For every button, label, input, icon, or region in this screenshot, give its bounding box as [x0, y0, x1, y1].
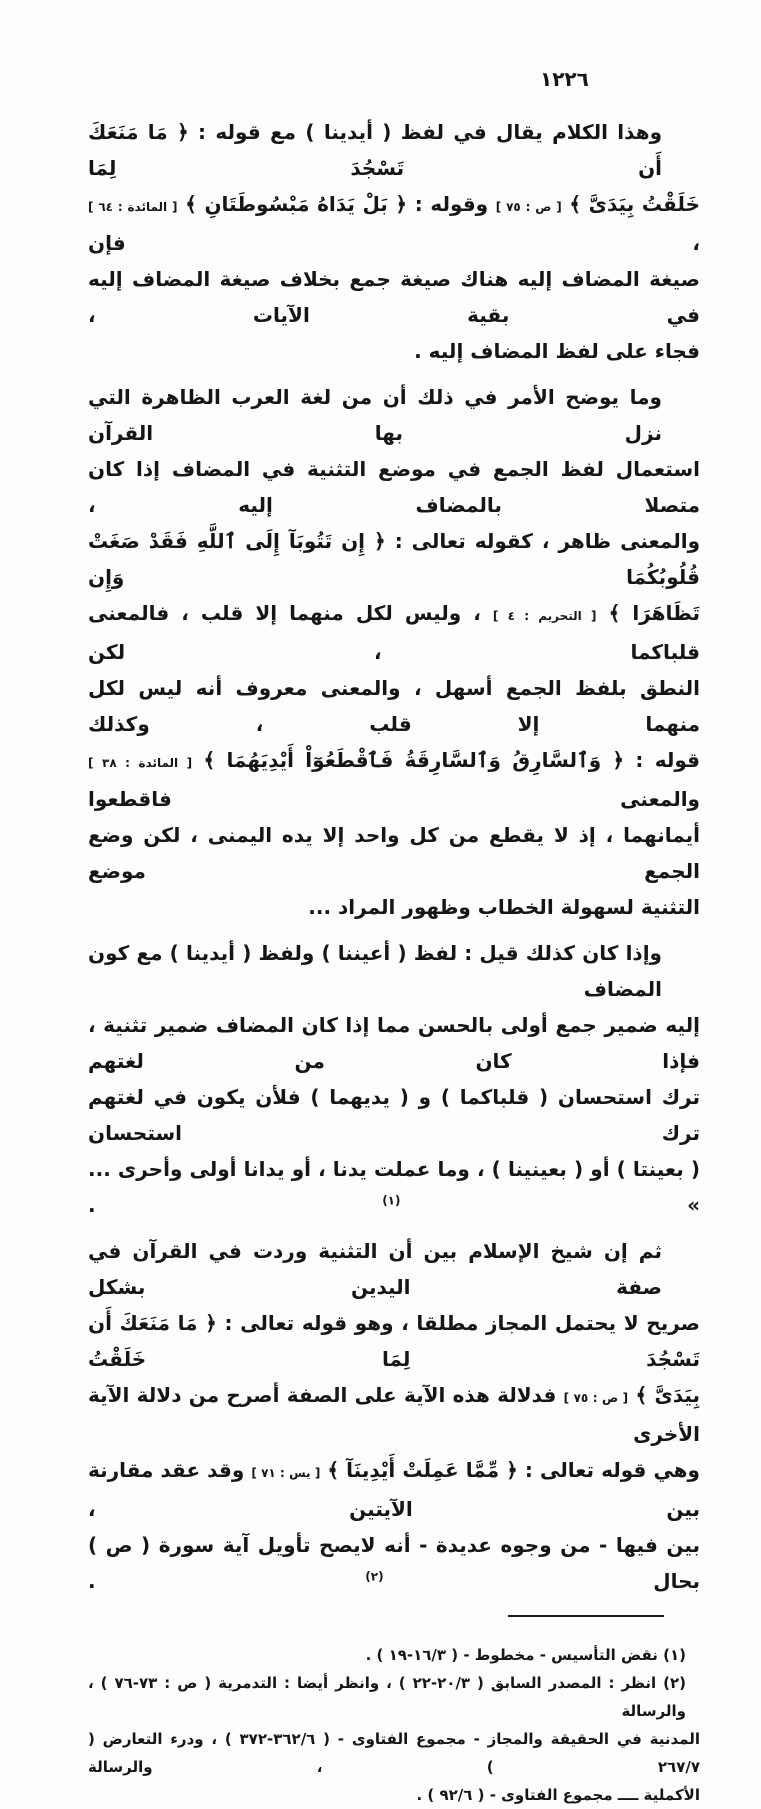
- text-line: [88, 1669, 700, 1725]
- text-run: وقد عقد مقارنة بين الآيتين ،: [88, 1458, 700, 1521]
- footnote-marker: (٢): [365, 1569, 384, 1584]
- paragraph: [88, 935, 700, 1223]
- verse-reference: [ ص : ٧٥ ]: [495, 200, 562, 214]
- text-line: [88, 817, 700, 889]
- footnote-marker: (١): [382, 1193, 401, 1208]
- text-run: ، وليس لكل منهما إلا قلب ، فالمعنى قلباكما ، لكن: [88, 601, 700, 664]
- text-line: [88, 1641, 700, 1669]
- quran-quote: ﴿ بَلْ يَدَاهُ مَبْسُوطَتَانِ ﴾: [177, 192, 408, 216]
- text-line: [88, 261, 700, 333]
- text-run: صيغة المضاف إليه هناك صيغة جمع بخلاف صيغة المضاف إليه في بقية الآيات ،: [88, 267, 700, 327]
- text-line: [88, 1527, 700, 1599]
- text-run: وإذا كان كذلك قيل : لفظ ( أعيننا ) ولفظ ( أيدينا ) مع كون المضاف: [88, 941, 662, 1001]
- text-line: [88, 186, 700, 261]
- text-line: [88, 451, 700, 523]
- verse-reference: [ التحريم : ٤ ]: [492, 609, 597, 623]
- text-run: وهي قوله تعالى :: [517, 1458, 700, 1482]
- text-run: ، فإن: [88, 231, 700, 255]
- quran-quote: تَظَاهَرَا ﴾: [596, 601, 700, 625]
- text-line: [88, 889, 700, 925]
- quran-quote: ﴿ إِن تَتُوبَآ إِلَى ٱللَّهِ فَقَدْ صَغَتْ قُلُوبُكُمَا وَإِن: [88, 529, 700, 589]
- text-run: قوله :: [624, 748, 700, 772]
- text-run: التثنية لسهولة الخطاب وظهور المراد ...: [308, 895, 700, 919]
- text-run: ترك استحسان ( قلباكما ) و ( يديهما ) فلأن يكون في لغتهم ترك استحسان: [88, 1085, 700, 1145]
- text-line: [88, 523, 700, 595]
- text-line: [88, 1233, 700, 1305]
- text-line: [88, 670, 700, 742]
- text-run: النطق بلفظ الجمع أسهل ، والمعنى معروف أنه ليس لكل منهما إلا قلب ، وكذلك: [88, 676, 700, 736]
- text-run: فجاء على لفظ المضاف إليه .: [414, 339, 700, 363]
- text-run: (٢) انظر : المصدر السابق ( ٢٠/٣-٢٢ ) ، وانظر أيضا : التدمرية ( ص : ٧٣-٧٦ ) ، والرسالة: [88, 1674, 686, 1720]
- text-run: والمعنى ظاهر ، كقوله تعالى :: [385, 529, 700, 553]
- text-run: .: [88, 1193, 383, 1217]
- verse-reference: [ ص : ٧٥ ]: [563, 1391, 629, 1405]
- text-run: (١) نقض التأسيس - مخطوط - ( ١٦/٣-١٩ ) .: [365, 1646, 686, 1664]
- text-run: والمعنى فاقطعوا: [88, 787, 700, 811]
- verse-reference: [ المائدة : ٦٤ ]: [88, 200, 178, 214]
- text-run: بين فيها - من وجوه عديدة - أنه لايصح تأويل آية سورة ( ص ) بحال: [88, 1533, 701, 1593]
- text-line: [88, 1007, 700, 1079]
- text-line: [88, 742, 700, 817]
- text-line: [88, 935, 700, 1007]
- text-run: المدنية في الحقيقة والمجاز - مجموع الفتاوى - ( ٣٦٢/٦-٣٧٢ ) ، ودرء التعارض ( ٢٦٧/٧ ) ، والرسالة: [88, 1730, 700, 1776]
- text-run: وما يوضح الأمر في ذلك أن من لغة العرب الظاهرة التي نزل بها القرآن: [88, 385, 662, 445]
- quran-quote: ﴿ وَٱلسَّارِقُ وَٱلسَّارِقَةُ فَٱقْطَعُوٓاْ أَيْدِيَهُمَا ﴾: [192, 748, 625, 772]
- text-line: [88, 379, 700, 451]
- text-line: [88, 1079, 700, 1151]
- text-run: أيمانهما ، إذ لا يقطع من كل واحد إلا يده اليمنى ، لكن وضع الجمع موضع: [88, 823, 700, 883]
- text-line: [88, 114, 700, 186]
- text-line: [88, 1305, 700, 1377]
- paragraph: [88, 114, 700, 369]
- text-line: [88, 1452, 700, 1527]
- text-run: الأكملية ــــ مجموع الفتاوى - ( ٩٢/٦ ) .: [416, 1786, 700, 1804]
- text-line: [88, 595, 700, 670]
- quran-quote: ﴿ مَا مَنَعَكَ أَن تَسْجُدَ لِمَا خَلَقْتُ: [88, 1311, 700, 1371]
- quran-quote: خَلَقْتُ بِيَدَىَّ ﴾: [561, 192, 700, 216]
- verse-reference: [ يس : ٧١ ]: [251, 1466, 321, 1480]
- text-run: .: [88, 1569, 366, 1593]
- text-line: [88, 1151, 700, 1223]
- text-line: [88, 333, 700, 369]
- footnotes: [88, 1641, 700, 1809]
- text-run: فدلالة هذه الآية على الصفة أصرح من دلالة الآية الأخرى: [88, 1383, 700, 1446]
- text-line: [88, 1781, 700, 1809]
- text-run: إليه ضمير جمع أولى بالحسن مما إذا كان المضاف ضمير تثنية ، فإذا كان من لغتهم: [88, 1013, 700, 1073]
- footnote-separator: [508, 1615, 664, 1617]
- paragraph: [88, 379, 700, 925]
- text-line: [88, 1725, 700, 1781]
- paragraph: [88, 1641, 700, 1669]
- text-run: ( بعينتا ) أو ( بعينينا ) ، وما عملت يدنا ، أو يدانا أولى وأحرى ... »: [88, 1157, 700, 1217]
- paragraph: [88, 1669, 700, 1809]
- paragraph: [88, 1233, 700, 1599]
- quran-quote: بِيَدَىَّ ﴾: [628, 1383, 700, 1407]
- text-run: صريح لا يحتمل المجاز مطلقا ، وهو قوله تعالى :: [216, 1311, 701, 1335]
- main-text: [88, 114, 700, 1599]
- text-run: وهذا الكلام يقال في لفظ ( أيدينا ) مع قوله :: [188, 120, 662, 144]
- text-run: ثم إن شيخ الإسلام بين أن التثنية وردت في القرآن في صفة اليدين بشكل: [88, 1239, 662, 1299]
- text-line: [88, 1377, 700, 1452]
- quran-quote: ﴿ مَا مَنَعَكَ أَن تَسْجُدَ لِمَا: [88, 120, 662, 180]
- page-number: ١٢٢٦: [540, 67, 589, 91]
- text-run: استعمال لفظ الجمع في موضع التثنية في المضاف إذا كان متصلا بالمضاف إليه ،: [88, 457, 700, 517]
- verse-reference: [ المائدة : ٣٨ ]: [88, 756, 193, 770]
- text-run: وقوله :: [407, 192, 496, 216]
- quran-quote: ﴿ مِّمَّا عَمِلَتْ أَيْدِينَآ ﴾: [320, 1458, 518, 1482]
